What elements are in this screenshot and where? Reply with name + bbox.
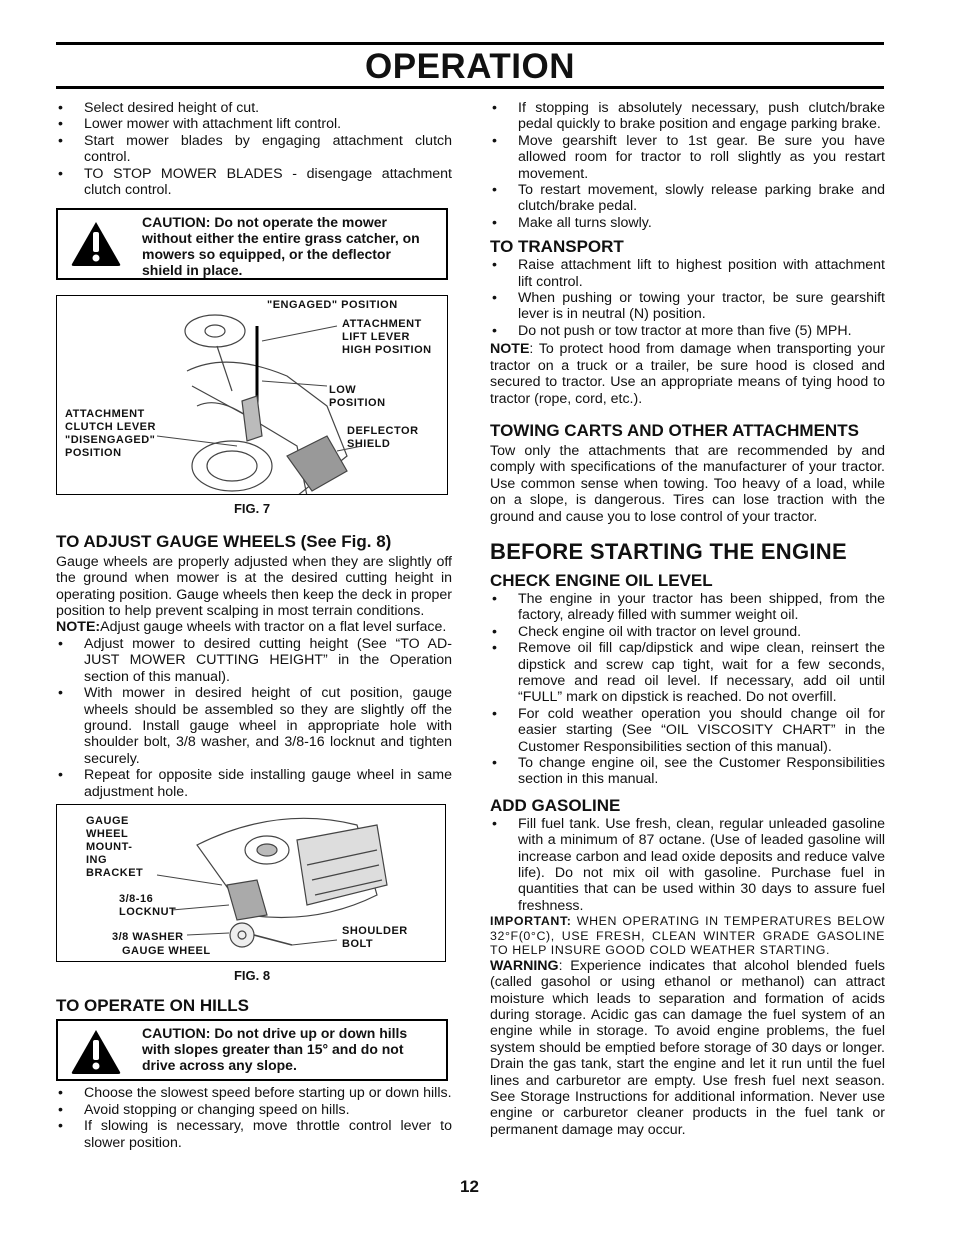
important-paragraph [490,914,885,958]
list-item: • Choose the slowest speed before starting up or down hills. [56,1085,452,1101]
label-deflector: DEFLECTOR SHIELD [347,425,419,451]
label-clutch-lever: ATTACHMENT CLUTCH LEVER "DISENGAGED" POSITION [65,408,156,460]
caution-box-mower [56,208,448,280]
warning-icon [70,1028,122,1076]
label-shoulder-bolt: SHOULDER BOLT [342,924,408,950]
paragraph: Tow only the attachments that are recommended by and comply with specifications of the manufacturer of your tractor. Use common sense when towing. Too heavy of a load, while on a slope, is dangerous. Tires can lose traction with the ground and cause you to lose control of your tractor. [490,442,885,525]
list-item: • The engine in your tractor has been shipped, from the factory, already filled with summer weight oil. [490,591,885,624]
label-bracket: GAUGE WHEEL MOUNT- ING BRACKET [86,814,144,879]
page-number: 12 [460,1177,479,1196]
warning-text: : Experience indicates that alcohol blended fuels (called gasohol or using ethanol or methanol) can attract moisture which leads to separation and formation of acids during storage. Acidic gas can damage the fuel system of an engine while in storage. To avoid engine problems, the fuel system should be emptied before storage of 30 days or longer. Drain the gas tank, start the engine and let it run until the fuel lines and carburetor are empty. Use fresh fuel next season. See Storage Instructions for additional information. Never use engine or carburetor cleaner products in the fuel tank or permanent damage may occur. [490,957,885,1138]
left-column [56,100,452,1151]
note-text: Adjust gauge wheels with tractor on a flat level surface. [100,619,447,636]
list-item: • Move gearshift lever to 1st gear. Be sure you have allowed room for tractor to roll slightly as you restart movement. [490,133,885,182]
list-item: • Start mower blades by engaging attachment clutch control. [56,133,452,166]
figure-7 [56,295,448,495]
label-engaged: "ENGAGED" POSITION [267,299,398,312]
list-item: • If stopping is absolutely necessary, push clutch/brake pedal quickly to brake position and engage parking brake. [490,100,885,133]
intro-list [56,100,452,198]
header-rule-top [56,42,884,45]
figure-8-caption: FIG. 8 [233,967,271,983]
label-locknut: 3/8-16 LOCKNUT [119,892,177,918]
list-item: • When pushing or towing your tractor, be sure gearshift lever is in neutral (N) position. [490,290,885,323]
note-paragraph [56,619,452,635]
right-column [490,100,885,1138]
note-label: NOTE [490,341,530,358]
section-heading-gasoline: ADD GASOLINE [490,795,621,815]
hills-list [56,1085,452,1151]
gas-list [490,816,885,914]
list-item: • If slowing is necessary, move throttle control lever to slower position. [56,1118,452,1151]
section-heading-transport: TO TRANSPORT [490,237,624,257]
page-title: OPERATION [365,47,575,86]
transport-list [490,257,885,339]
list-item: • Repeat for opposite side installing gauge wheel in same adjustment hole. [56,767,452,800]
caution-box-hills [56,1019,448,1081]
note-label: NOTE: [56,619,101,636]
paragraph: Gauge wheels are properly adjusted when they are slightly off the ground when mower is at the desired cutting height in operating position. Gauge wheels then keep the deck in proper position to help prevent scalping in most terrain conditions. [56,553,452,620]
figure-7-caption: FIG. 7 [233,501,271,517]
note-text: : To protect hood from damage when transporting your tractor on a truck or a trailer, be sure hood is closed and secured to tractor. Use an appropriate means of tying hood to tractor (rope, cord, etc.). [490,341,885,407]
list-item: • Raise attachment lift to highest position with attachment lift control. [490,257,885,290]
section-heading-gauge: TO ADJUST GAUGE WHEELS (See Fig. 8) [56,531,392,551]
caution-text: CAUTION: Do not operate the mower without either the entire grass catcher, on mowers so equipped, or the deflector shield in place. [142,214,420,278]
list-item: • Remove oil fill cap/dipstick and wipe clean, reinsert the dipstick and screw cap tight, wait for a few seconds, remove and read oil level. If necessary, add oil until “FULL” mark on dipstick is reached. Do not overfill. [490,640,885,706]
gauge-list [56,636,452,800]
list-item: • Do not push or tow tractor at more than five (5) MPH. [490,323,885,339]
oil-list [490,591,885,788]
transport-note [490,341,885,407]
header-rule-bottom [56,86,884,89]
label-washer: 3/8 WASHER [112,930,184,943]
list-item: • Check engine oil with tractor on level ground. [490,624,885,640]
warning-label: WARNING [490,957,559,974]
list-item: • Adjust mower to desired cutting height (See “TO AD- JUST MOWER CUTTING HEIGHT” in the Operation section of this manual). [56,636,452,685]
list-item: • TO STOP MOWER BLADES - disengage attachment clutch control. [56,166,452,199]
important-text: WHEN OPERATING IN TEMPERATURES BELOW 32°F(0°C), USE FRESH, CLEAN WINTER GRADE GASOLINE TO HELP INSURE GOOD COLD WEATHER STARTING. [490,914,885,958]
warning-paragraph [490,958,885,1138]
list-item: • With mower in desired height of cut position, gauge wheels should be assembled so they are slightly off the ground. Install gauge wheel in appropriate hole with shoulder bolt, 3/8 washer, and 3/8-16 locknut and tighten securely. [56,685,452,767]
section-heading-before-starting: BEFORE STARTING THE ENGINE [490,538,847,564]
figure-8 [56,804,446,962]
list-item: • For cold weather operation you should change oil for easier starting (See “OIL VISCOSITY CHART” in the Customer Responsibilities section of this manual). [490,706,885,755]
stop-list [490,100,885,231]
caution-text: CAUTION: Do not drive up or down hills with slopes greater than 15° and do not drive across any slope. [142,1025,408,1073]
label-lift-lever: ATTACHMENT LIFT LEVER HIGH POSITION [342,318,432,357]
important-label: IMPORTANT: [490,914,572,929]
section-heading-towing: TOWING CARTS AND OTHER ATTACHMENTS [490,420,859,440]
list-item: • Lower mower with attachment lift control. [56,116,452,132]
list-item: • To restart movement, slowly release parking brake and clutch/brake pedal. [490,182,885,215]
list-item: • To change engine oil, see the Customer Responsibilities section in this manual. [490,755,885,788]
list-item: • Avoid stopping or changing speed on hills. [56,1102,452,1118]
section-heading-oil: CHECK ENGINE OIL LEVEL [490,570,713,590]
list-item: • Select desired height of cut. [56,100,452,116]
section-heading-hills: TO OPERATE ON HILLS [56,996,249,1016]
label-gauge-wheel: GAUGE WHEEL [122,944,211,957]
label-low: LOW POSITION [329,384,386,410]
warning-icon [70,220,122,268]
list-item: • Make all turns slowly. [490,215,885,231]
list-item: • Fill fuel tank. Use fresh, clean, regular unleaded gasoline with a minimum of 87 octane. (Use of leaded gasoline will increase carbon and lead oxide deposits and reduce valve life). Do not mix oil with gasoline. Purchase fuel in quantities that can be used within 30 days to assure fuel freshness. [490,816,885,914]
